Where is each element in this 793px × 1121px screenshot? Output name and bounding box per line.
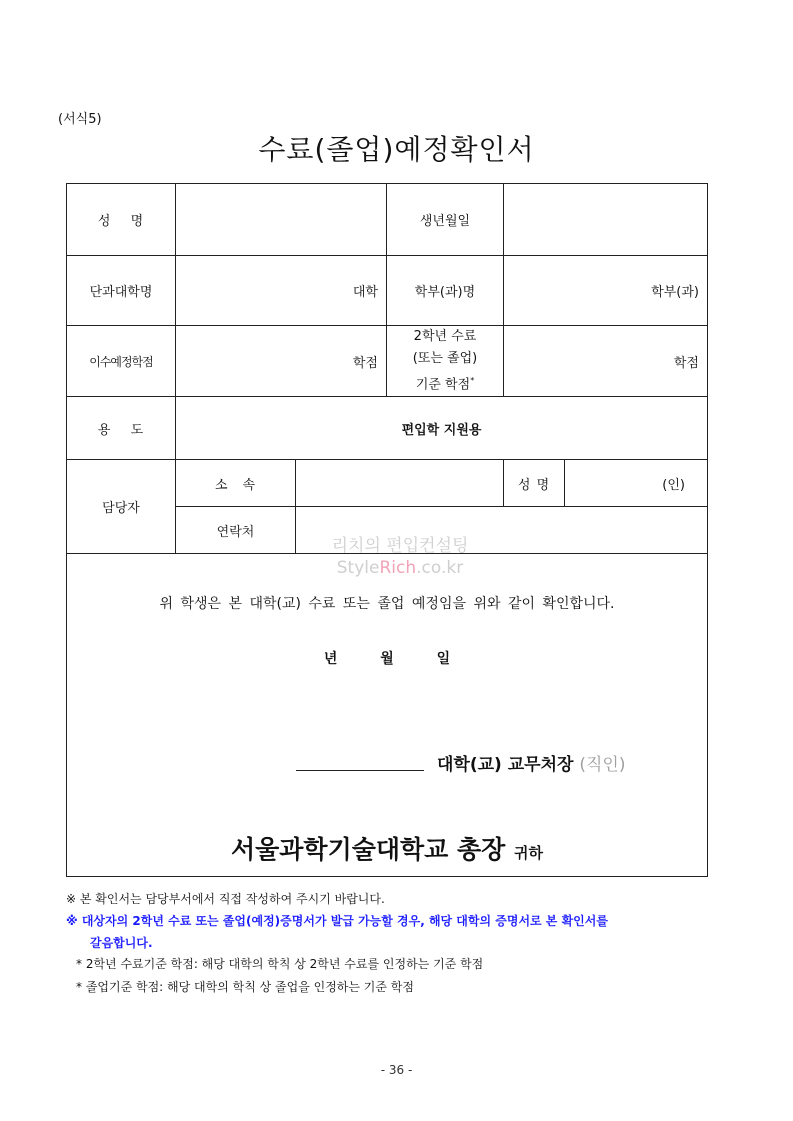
- standard-credits-line2: (또는 졸업): [412, 350, 478, 366]
- document-title: 수료(졸업)예정확인서: [258, 133, 535, 166]
- recipient-name: 서울과학기술대학교 총장: [230, 835, 506, 864]
- expected-credits-label: 이수예정학점: [89, 354, 153, 369]
- expected-credits-field[interactable]: 학점: [352, 355, 378, 371]
- affiliation-label: 소 속: [214, 477, 257, 493]
- signature-block: [437, 750, 625, 775]
- birth-date-field[interactable]: [504, 184, 707, 255]
- phone-label: 연락처: [216, 524, 255, 540]
- contact-name-field[interactable]: (인): [662, 477, 685, 493]
- contact-person-label: 담당자: [102, 501, 140, 516]
- purpose-value: 편입학 지원용: [401, 422, 482, 438]
- name-label: 성 명: [97, 214, 145, 229]
- affiliation-field[interactable]: [296, 460, 503, 506]
- recipient: [66, 830, 708, 866]
- purpose-label: 용 도: [97, 422, 145, 438]
- recipient-suffix: 귀하: [514, 844, 544, 862]
- department-label: 학부(과)명: [414, 285, 476, 300]
- page-number: - 36 -: [380, 1063, 413, 1077]
- signature-underline[interactable]: [296, 770, 424, 771]
- standard-credits-line3: 기준 학점*: [415, 375, 475, 393]
- department-field[interactable]: 학부(과): [651, 285, 699, 300]
- official-seal-mark: (직인): [579, 755, 626, 775]
- standard-credits-line1: 2학년 수료: [413, 328, 477, 344]
- note-2-line1: ※ 대상자의 2학년 수료 또는 졸업(예정)증명서가 발급 가능할 경우, 해당 대학의 증명서로 본 확인서를: [66, 914, 608, 928]
- note-3: * 2학년 수료기준 학점: 해당 대학의 학칙 상 2학년 수료를 인정하는 기준 학점: [76, 957, 484, 971]
- watermark-line1: 리치의 편입컨설팅: [331, 536, 469, 556]
- watermark-line2: StyleRich.co.kr: [336, 558, 464, 578]
- name-field[interactable]: [176, 184, 386, 255]
- date-line: 년 월 일: [323, 651, 451, 667]
- note-2-line2: 갈음합니다.: [90, 936, 153, 950]
- note-4: * 졸업기준 학점: 해당 대학의 학칙 상 졸업을 인정하는 기준 학점: [76, 980, 414, 994]
- confirmation-statement: 위 학생은 본 대학(교) 수료 또는 졸업 예정임을 위와 같이 확인합니다.: [159, 596, 615, 612]
- watermark: [320, 535, 480, 579]
- college-field[interactable]: 대학: [352, 285, 378, 300]
- standard-credits-field[interactable]: 학점: [673, 355, 699, 371]
- form-code: (서식5): [58, 112, 102, 127]
- signature-title: 대학(교) 교무처장: [437, 755, 574, 775]
- standard-credits-label: [387, 326, 503, 396]
- note-1: ※ 본 확인서는 담당부서에서 직접 작성하여 주시기 바랍니다.: [66, 892, 385, 906]
- contact-name-label: 성 명: [517, 477, 551, 493]
- birth-date-label: 생년월일: [419, 214, 471, 229]
- footnote-mark: *: [470, 375, 475, 385]
- college-label: 단과대학명: [89, 285, 153, 300]
